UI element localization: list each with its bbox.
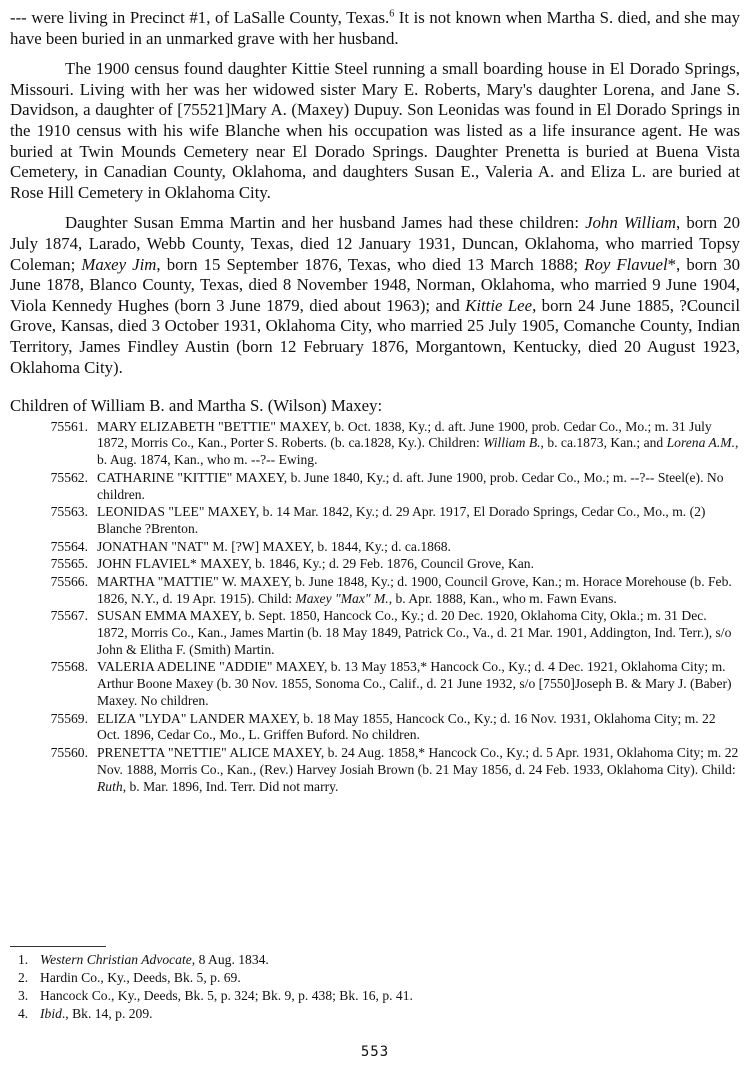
child-name: Maxey Jim [81, 254, 157, 274]
paragraph-text: , born 24 June 1885, ?Council Grove, Kansas, died 3 October 1931, Oklahoma City, who married 25 July 1905, Comanche County, Indian Territory, James Findley Austin (born 12 February 1876, Morgantown, Kentucky, died 20 August 1923, Oklahoma City). [10, 295, 740, 377]
child-entry [10, 539, 740, 556]
footnote-text [40, 951, 269, 969]
footnotes [10, 951, 740, 1023]
entry-text-part: PRENETTA "NETTIE" ALICE MAXEY, b. 24 Aug. 1858,* Hancock Co., Ky.; d. 5 Apr. 1931, Oklahoma City; m. 22 Nov. 1888, Morris Co., Kan., (Rev.) Harvey Josiah Brown (b. 21 May 1856, d. 24 Feb. 1933, Oklahoma City). Child: [97, 745, 739, 777]
entry-italic: Lorena A.M. [666, 435, 735, 451]
entry-number: 75565. [50, 556, 88, 572]
footnote-text [40, 1005, 153, 1023]
child-entry [10, 659, 740, 709]
entry-italic: Ruth [97, 778, 123, 794]
entry-number: 75567. [50, 608, 88, 624]
child-name: John William [585, 213, 677, 233]
entry-text-part: , b. ca.1873, Kan.; and [540, 435, 667, 451]
paragraph-text: , born 20 July 1874, Larado, Webb County, Texas, died 12 January 1931, Duncan, Oklahoma, who married Topsy Coleman; [10, 213, 740, 274]
footnote-italic: Ibid [40, 1006, 62, 1021]
child-name: Kittie Lee [465, 295, 533, 315]
entry-text [97, 745, 740, 795]
paragraph-text: It is not known when Martha S. died, and she may have been buried in an unmarked grave with her husband. [10, 8, 740, 48]
footnote-italic: Western Christian Advocate [40, 952, 192, 967]
footnote-number: 2. [18, 970, 29, 985]
paragraph-census: The 1900 census found daughter Kittie Steel running a small boarding house in El Dorado Springs, Missouri. Living with her was her widowed sister Mary E. Roberts, Mary's daughter Lorena, and Jane S. Davidson, a daughter of [75521]Mary A. (Maxey) Dupuy. Son Leonidas was found in El Dorado Springs in the 1910 census with his wife Blanche when his occupation was listed as a life insurance agent. He was buried at Twin Mounds Cemetery near El Dorado Springs. Daughter Prenetta is buried at Buena Vista Cemetery, in Canadian County, Oklahoma, and daughters Susan E., Valeria A. and Eliza L. are buried at Rose Hill Cemetery in Oklahoma City. [10, 59, 740, 202]
entry-text [97, 419, 740, 469]
footnote-number: 1. [18, 952, 29, 967]
child-entry [10, 419, 740, 469]
entry-text: ELIZA "LYDA" LANDER MAXEY, b. 18 May 1855, Hancock Co., Ky.; d. 16 Nov. 1931, Oklahoma City; m. 22 Oct. 1896, Cedar Co., Mo., L. Griffen Buford. No children. [97, 710, 716, 743]
entry-italic: William B. [483, 435, 541, 451]
footnote-ref-6[interactable]: 6 [389, 8, 395, 20]
child-entry [10, 608, 740, 658]
children-list [10, 419, 740, 796]
entry-number: 75569. [50, 710, 88, 726]
entry-text: SUSAN EMMA MAXEY, b. Sept. 1850, Hancock Co., Ky.; d. 20 Dec. 1920, Oklahoma City, Okla.; m. 31 Dec. 1872, Morris Co., Kan., James Martin (b. 18 May 1849, Patrick Co., Va., d. 21 Mar. 1901, Addington, Ind. Terr.), s/o John & Elitha F. (Smith) Martin. [97, 608, 732, 657]
entry-text: CATHARINE "KITTIE" MAXEY, b. June 1840, Ky.; d. aft. June 1900, prob. Cedar Co., Mo.; m. --?-- Steel(e). No children. [97, 469, 724, 502]
child-entry [10, 711, 740, 745]
entry-text-part: , b. Apr. 1888, Kan., who m. Fawn Evans. [388, 590, 617, 606]
child-entry [10, 470, 740, 504]
entry-text: JOHN FLAVIEL* MAXEY, b. 1846, Ky.; d. 29 Feb. 1876, Council Grove, Kan. [97, 556, 534, 572]
footnote [10, 1005, 740, 1023]
footnote-rule [10, 946, 106, 947]
paragraph-continued [10, 8, 740, 49]
children-heading: Children of William B. and Martha S. (Wilson) Maxey: [10, 396, 383, 416]
entry-text: VALERIA ADELINE "ADDIE" MAXEY, b. 13 May 1853,* Hancock Co., Ky.; d. 4 Dec. 1921, Oklahoma City; m. Arthur Boone Maxey (b. 30 Nov. 1855, Sonoma Co., Calif., d. 21 June 1932, s/o [7550]Joseph B. & Mary J. (Baber) Maxey. No children. [97, 659, 732, 709]
entry-text: LEONIDAS "LEE" MAXEY, b. 14 Mar. 1842, Ky.; d. 29 Apr. 1917, El Dorado Springs, Cedar Co., Mo., m. (2) Blanche ?Brenton. [97, 504, 706, 537]
footnote [10, 969, 740, 987]
entry-text-part: MARTHA "MATTIE" W. MAXEY, b. June 1848, Ky.; d. 1900, Council Grove, Kan.; m. Horace Morehouse (b. Feb. 1826, N.Y., d. 19 Apr. 1915). Child: [97, 573, 732, 606]
footnote-text-part: , 8 Aug. 1834. [191, 952, 269, 967]
footnote-text-part: ., Bk. 14, p. 209. [61, 1006, 153, 1021]
footnote-text: Hancock Co., Ky., Deeds, Bk. 5, p. 324; Bk. 9, p. 438; Bk. 16, p. 41. [40, 988, 413, 1003]
page-body [10, 8, 740, 796]
entry-text [97, 574, 740, 608]
paragraph-martin-children [10, 213, 740, 378]
footnote-text: Hardin Co., Ky., Deeds, Bk. 5, p. 69. [40, 970, 241, 985]
entry-number: 75560. [50, 745, 88, 760]
child-entry [10, 574, 740, 608]
footnote-number: 3. [18, 988, 29, 1003]
entry-text-part: , b. Mar. 1896, Ind. Terr. Did not marry. [122, 778, 339, 794]
entry-text: JONATHAN "NAT" M. [?W] MAXEY, b. 1844, Ky.; d. ca.1868. [97, 538, 451, 554]
entry-number: 75568. [50, 659, 88, 675]
page-number: 553 [360, 1044, 390, 1060]
child-entry [10, 556, 740, 573]
entry-number: 75566. [50, 573, 88, 589]
entry-number: 75563. [50, 504, 88, 520]
paragraph-text: *, born 30 June 1878, Blanco County, Texas, died 8 November 1948, Norman, Oklahoma, who married 9 June 1904, Viola Kennedy Hughes (born 3 June 1879, died about 1963); and [10, 254, 740, 315]
footnote-number: 4. [18, 1006, 29, 1021]
footnote [10, 951, 740, 969]
child-entry [10, 504, 740, 538]
footnote [10, 987, 740, 1005]
entry-text-part: , b. Aug. 1874, Kan., who m. --?-- Ewing. [97, 435, 739, 468]
entry-number: 75562. [50, 469, 88, 485]
paragraph-text: --- were living in Precinct #1, of LaSalle County, Texas. [10, 8, 390, 27]
entry-number: 75564. [50, 538, 88, 554]
child-entry [10, 745, 740, 795]
entry-italic: Maxey "Max" M. [295, 590, 389, 606]
paragraph-text: Daughter Susan Emma Martin and her husband James had these children: [65, 213, 586, 233]
entry-text-part: MARY ELIZABETH "BETTIE" MAXEY, b. Oct. 1838, Ky.; d. aft. June 1900, prob. Cedar Co., Mo.; m. 31 July 1872, Morris Co., Kan., Porter S. Roberts. (b. ca.1828, Ky.). Children: [97, 418, 712, 451]
paragraph-text: , born 15 September 1876, Texas, who died 13 March 1888; [156, 254, 585, 274]
entry-number: 75561. [50, 418, 88, 434]
child-name: Roy Flavuel [584, 254, 668, 274]
